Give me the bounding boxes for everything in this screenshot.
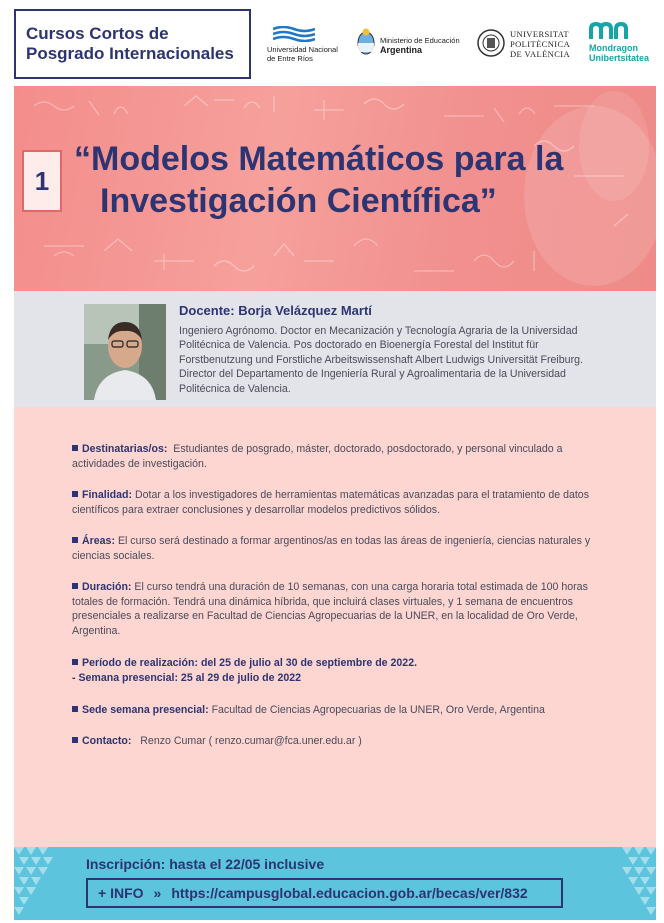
upv-line3: DE VALÈNCIA — [510, 49, 571, 59]
mondragon-line1: Mondragon — [589, 43, 638, 53]
teacher-bio-line: Ingeniero Agrónomo. Doctor en Mecanización y Tecnología Agraria de la Universidad — [179, 325, 578, 337]
square-bullet-icon — [72, 537, 78, 543]
sede-label: Sede semana presencial: — [82, 704, 209, 716]
uner-waves-icon — [273, 26, 315, 42]
upv-line1: UNIVERSITAT — [510, 29, 569, 39]
ministerio-logo — [356, 27, 466, 67]
areas-text: ciencias sociales. — [72, 549, 155, 562]
contacto-item — [72, 734, 632, 749]
course-title-line2: Investigación Científica” — [100, 182, 497, 220]
teacher-bio-line: Forstbenutzung und Forstliche Arbeitswissenshaft Albert Ludwigs Universität Freiburg. — [179, 353, 583, 366]
coat-of-arms-icon — [356, 27, 376, 57]
upv-seal-icon — [477, 29, 505, 57]
finalidad-item — [72, 488, 632, 517]
uner-logo — [267, 26, 347, 66]
upv-line2: POLITÈCNICA — [510, 39, 571, 49]
mondragon-line2: Unibertsitatea — [589, 53, 650, 63]
duracion-text: El curso tendrá una duración de 10 semanas, con una carga horaria total estimada de 100 horas — [134, 581, 588, 593]
semana-presencial-value: - Semana presencial: 25 al 29 de julio de 2022 — [72, 671, 302, 684]
triangle-pattern-left — [14, 847, 74, 920]
square-bullet-icon — [72, 659, 78, 665]
footer — [14, 847, 656, 920]
mondragon-mark-icon — [588, 22, 632, 39]
areas-item — [72, 534, 632, 563]
ministerio-line2: Argentina — [380, 45, 423, 55]
periodo-item — [72, 656, 632, 685]
course-number-badge: 1 — [22, 150, 62, 212]
course-title — [74, 138, 644, 222]
teacher-photo — [84, 304, 166, 400]
header-title-line1: Cursos Cortos de — [26, 24, 169, 43]
square-bullet-icon — [72, 737, 78, 743]
periodo-value: del 25 de julio al 30 de septiembre de 2022. — [200, 657, 418, 669]
course-banner — [14, 86, 656, 291]
triangle-pattern-right — [598, 847, 656, 920]
duracion-text: Argentina. — [72, 624, 121, 637]
duracion-label: Duración: — [82, 581, 132, 593]
square-bullet-icon — [72, 491, 78, 497]
header-title-box — [14, 9, 251, 79]
course-title-line1: “Modelos Matemáticos para la — [74, 140, 564, 178]
finalidad-label: Finalidad: — [82, 489, 133, 501]
mondragon-logo — [586, 22, 661, 67]
teacher-bio — [179, 324, 634, 396]
teacher-bio-line: Politécnica de Valencia. Pos doctorado en Bioenergía Forestal del Institut für — [179, 339, 539, 352]
finalidad-text: científicos para extraer conclusiones y desarrollar modelos predictivos sólidos. — [72, 503, 441, 516]
teacher-bio-line: Director del Departamento de Ingeniería Rural y Agroalimentaria de la Universidad — [179, 368, 566, 381]
areas-text: El curso será destinado a formar argentinos/as en todas las áreas de ingeniería, ciencias naturales y — [117, 535, 591, 547]
info-label: + INFO — [98, 885, 144, 901]
double-chevron-icon: » — [153, 885, 162, 901]
square-bullet-icon — [72, 583, 78, 589]
more-info-link[interactable] — [86, 878, 563, 908]
teacher-section — [14, 291, 656, 407]
square-bullet-icon — [72, 706, 78, 712]
header-title-line2: Posgrado Internacionales — [26, 44, 234, 63]
sede-value: Facultad de Ciencias Agropecuarias de la UNER, Oro Verde, Argentina — [211, 704, 545, 716]
upv-logo — [477, 26, 572, 66]
destinatarios-item — [72, 442, 632, 471]
inscription-deadline: Inscripción: hasta el 22/05 inclusive — [86, 856, 325, 872]
periodo-label: Período de realización: — [82, 657, 198, 669]
contacto-value[interactable]: Renzo Cumar ( renzo.cumar@fca.uner.edu.ar ) — [140, 735, 362, 747]
teacher-name: Docente: Borja Velázquez Martí — [179, 303, 372, 318]
sede-item — [72, 703, 632, 718]
teacher-bio-line: Politécnica de Valencia. — [179, 382, 291, 395]
areas-label: Áreas: — [82, 535, 115, 547]
info-url[interactable]: https://campusglobal.educacion.gob.ar/becas/ver/832 — [171, 885, 528, 901]
duracion-text: presenciales a realizarse en Facultad de Ciencias Agropecuarias de la UNER, en la localidad de Oro Verde, — [72, 610, 578, 622]
destinatarios-label: Destinatarias/os: — [82, 443, 168, 455]
uner-line2: de Entre Ríos — [267, 54, 313, 63]
duracion-item — [72, 580, 632, 638]
contacto-label: Contacto: — [82, 735, 132, 747]
square-bullet-icon — [72, 445, 78, 451]
destinatarios-text: Estudiantes de posgrado, máster, doctorado, posdoctorado, y personal vinculado a — [173, 443, 563, 455]
destinatarios-text: actividades de investigación. — [72, 457, 207, 470]
finalidad-text: Dotar a los investigadores de herramientas matemáticas avanzadas para el tratamiento de datos — [134, 489, 589, 501]
duracion-text: totales de formación. Tendrá una dinámica híbrida, que incluirá clases virtuales, y 1 semana de encuentros — [72, 595, 573, 608]
ministerio-line1: Ministerio de Educación — [380, 36, 460, 45]
uner-line1: Universidad Nacional — [267, 45, 338, 54]
